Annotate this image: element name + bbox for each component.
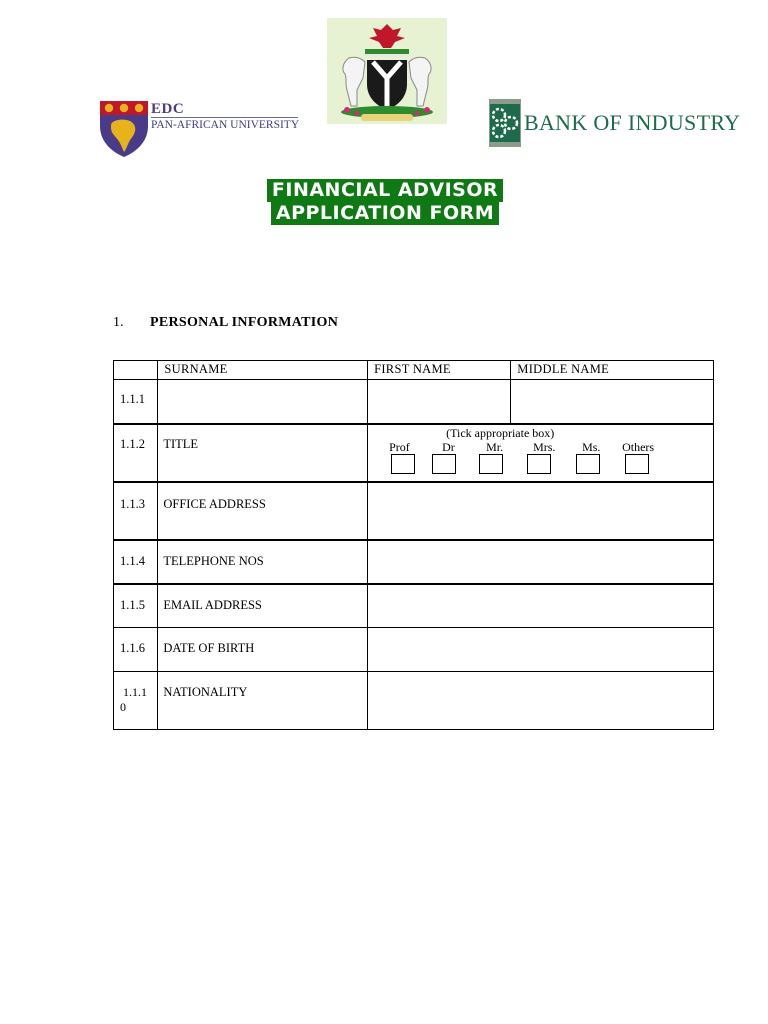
middle-name-input-cell[interactable] [511,380,714,424]
personal-information-table [113,360,714,730]
section-number: 1. [113,315,124,330]
nationality-input-cell[interactable] [368,672,714,730]
edc-logo [99,100,299,158]
checkbox-dr[interactable] [432,454,456,474]
option-label-dr: Dr [442,439,455,454]
checkbox-mrs[interactable] [527,454,551,474]
table-header-row [114,361,714,380]
form-title-line-2: APPLICATION FORM [271,202,499,225]
table-row [114,584,714,628]
table-row [114,672,714,730]
edc-shield-icon [99,100,149,158]
tick-instruction: (Tick appropriate box) [446,425,555,440]
date-of-birth-input-cell[interactable] [368,628,714,672]
form-title-line-1: FINANCIAL ADVISOR [267,179,503,202]
row-number: 1.1.5 [114,584,158,628]
office-address-input-cell[interactable] [368,482,714,540]
checkbox-ms[interactable] [576,454,600,474]
nigeria-coat-of-arms [327,18,447,124]
title-options-cell [368,424,714,482]
option-label-ms: Ms. [582,439,601,454]
row-number: 1.1.3 [114,482,158,540]
header-surname: SURNAME [158,361,368,380]
option-label-mrs: Mrs. [533,439,556,454]
email-input-cell[interactable] [368,584,714,628]
edc-divider [151,117,298,118]
table-row [114,540,714,584]
table-row [114,380,714,424]
option-label-mr: Mr. [486,439,504,454]
row-number [114,672,158,730]
bank-of-industry-logo [488,98,741,148]
gear-icon [488,98,522,148]
first-name-input-cell[interactable] [368,380,511,424]
header-empty-cell [114,361,158,380]
table-row [114,482,714,540]
office-address-label: OFFICE ADDRESS [158,482,368,540]
table-row [114,628,714,672]
row-number: 1.1.1 [114,380,158,424]
telephone-input-cell[interactable] [368,540,714,584]
telephone-label: TELEPHONE NOS [158,540,368,584]
email-label: EMAIL ADDRESS [158,584,368,628]
header-middle-name: MIDDLE NAME [511,361,714,380]
row-number: 1.1.4 [114,540,158,584]
title-label: TITLE [158,424,368,482]
checkbox-prof[interactable] [391,454,415,474]
nationality-label: NATIONALITY [158,672,368,730]
form-title [0,179,768,225]
row-number-line-2: 0 [120,700,126,714]
row-number-line-1: 1.1.1 [123,685,147,699]
header-first-name: FIRST NAME [368,361,511,380]
surname-input-cell[interactable] [158,380,368,424]
option-label-others: Others [622,439,655,454]
date-of-birth-label: DATE OF BIRTH [158,628,368,672]
section-title: PERSONAL INFORMATION [150,315,339,330]
option-label-prof: Prof [389,439,410,454]
table-row [114,424,714,482]
edc-name: EDC [151,101,185,117]
coat-of-arms-icon [327,18,447,124]
checkbox-others[interactable] [625,454,649,474]
checkbox-mr[interactable] [479,454,503,474]
edc-university-name: PAN-AFRICAN UNIVERSITY [151,119,300,131]
bank-of-industry-name: BANK OF INDUSTRY [524,110,741,135]
row-number: 1.1.2 [114,424,158,482]
row-number: 1.1.6 [114,628,158,672]
